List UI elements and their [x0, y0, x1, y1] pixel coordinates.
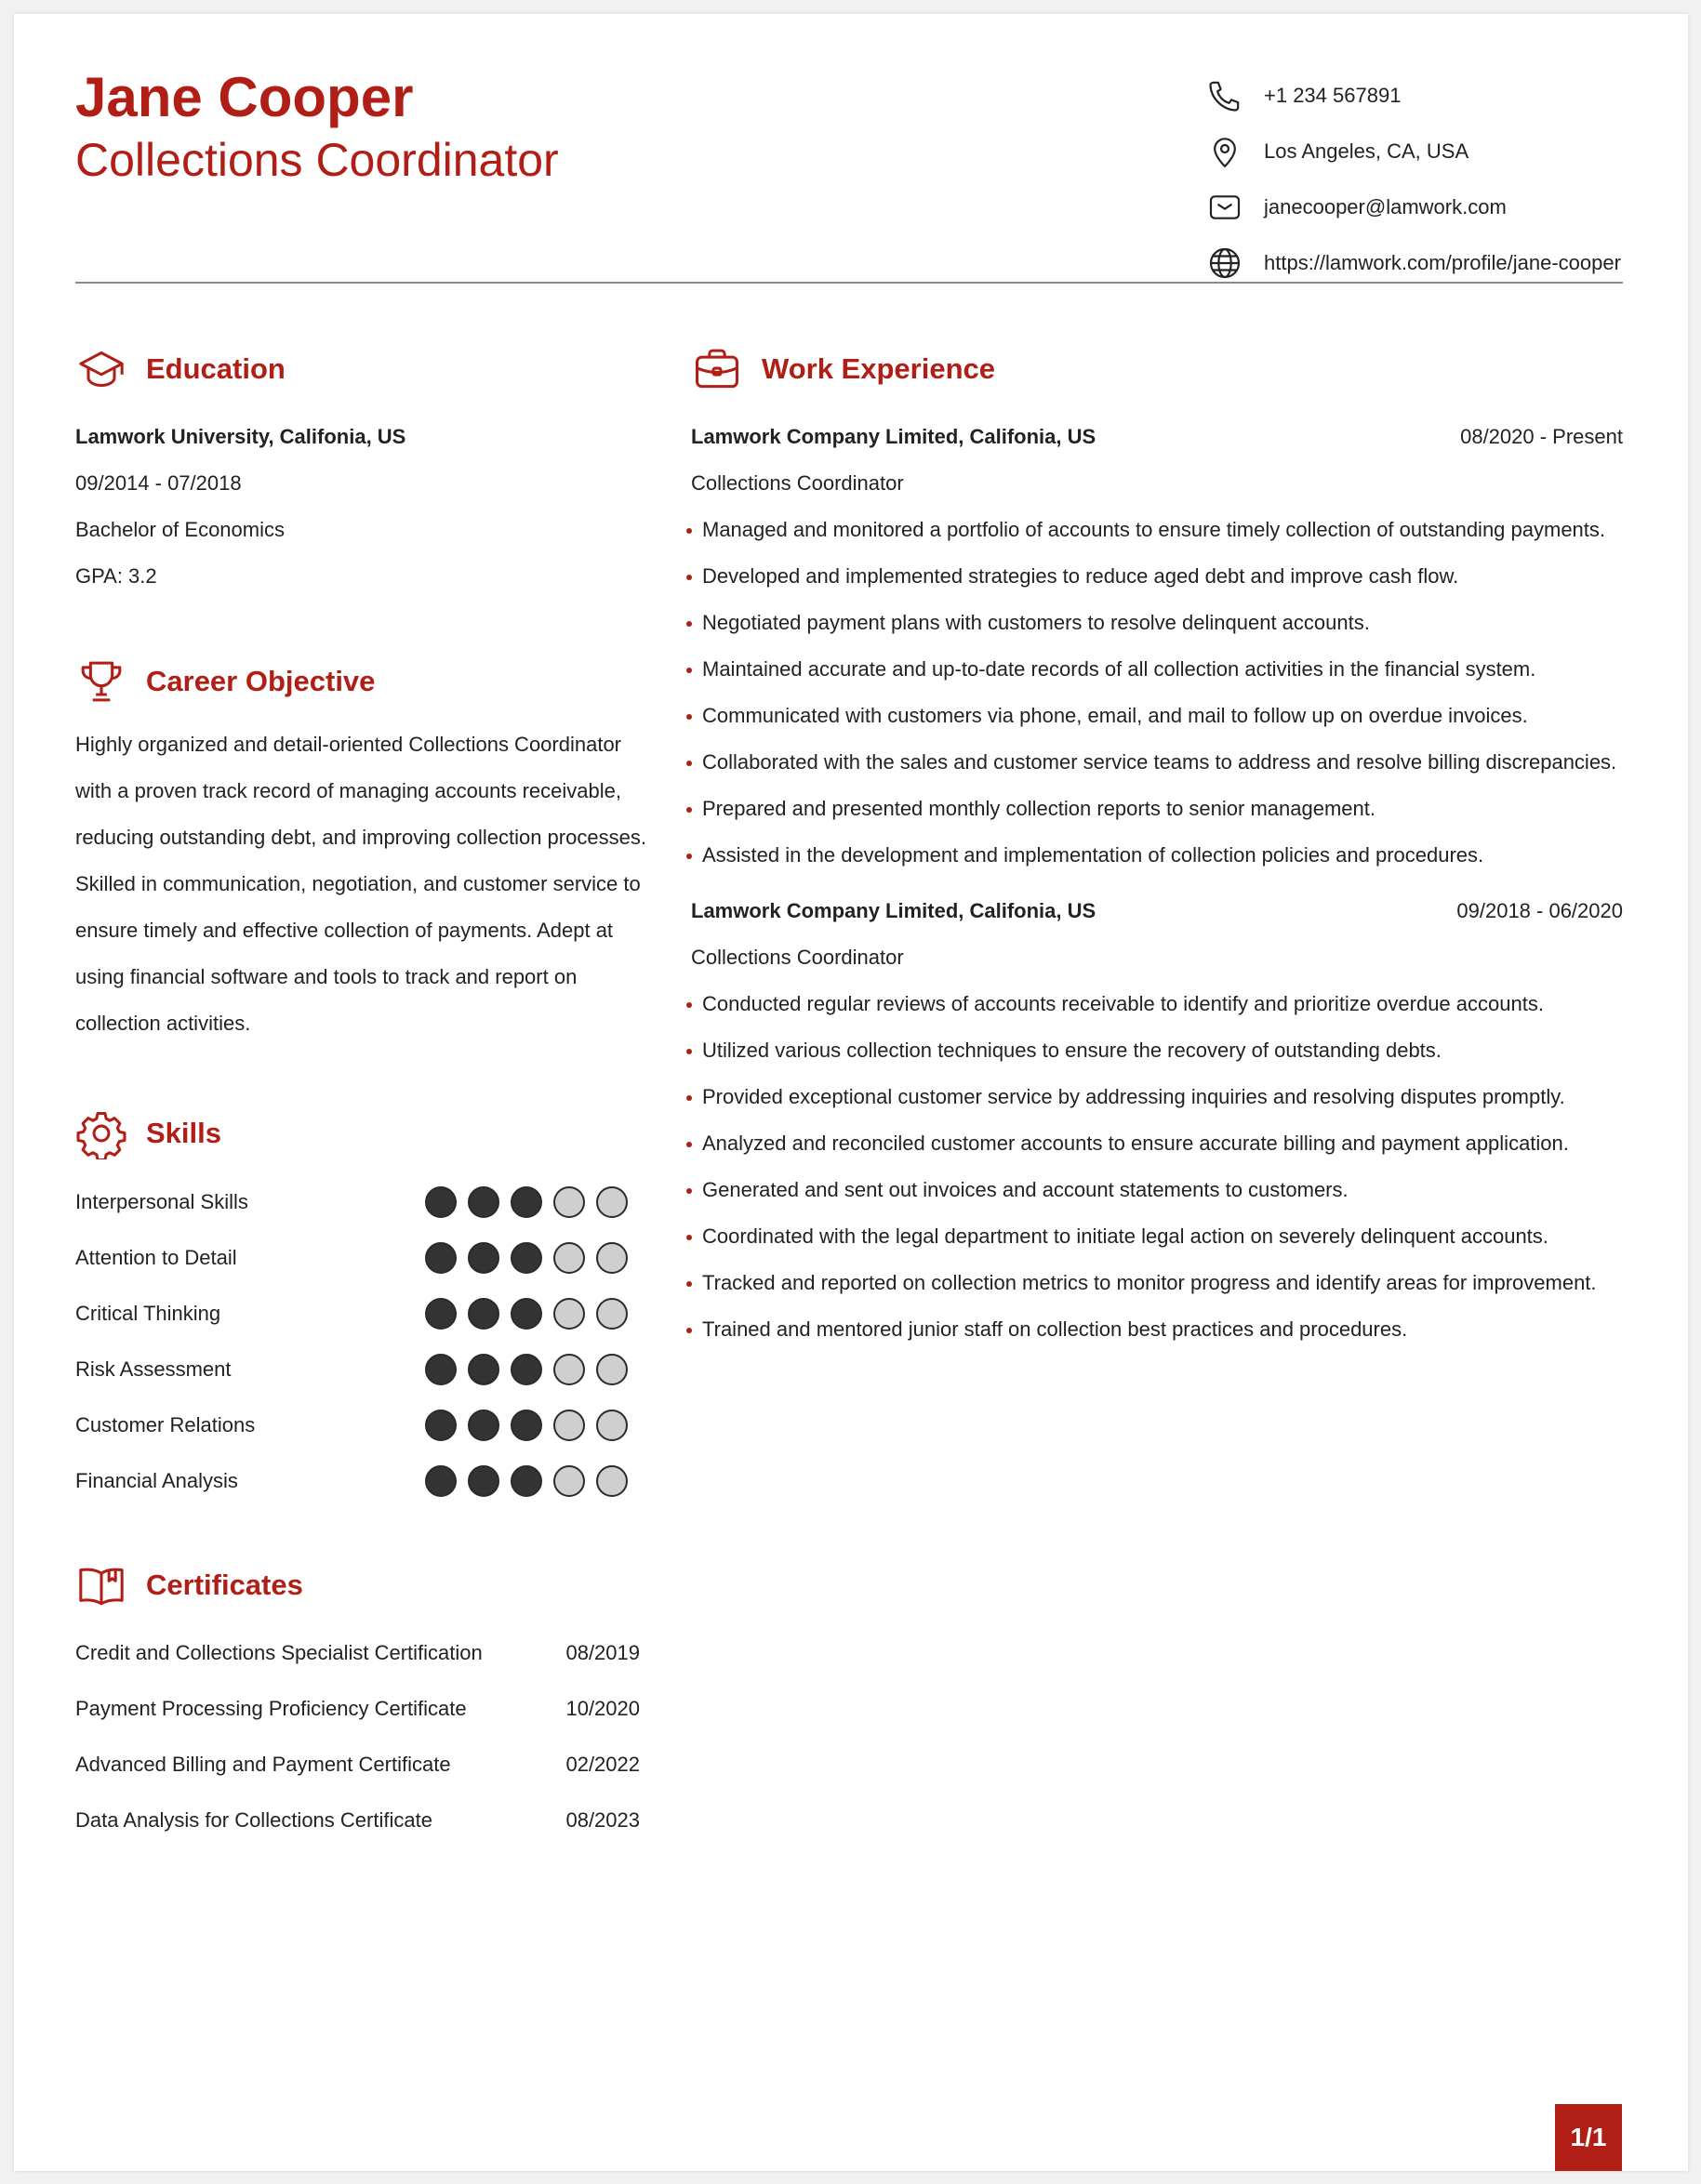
job-bullet: Maintained accurate and up-to-date records of all collection activities in the financial system.	[702, 655, 1535, 683]
email-text[interactable]: janecooper@lamwork.com	[1264, 195, 1507, 218]
location-text: Los Angeles, CA, USA	[1264, 139, 1469, 163]
job-bullet: Conducted regular reviews of accounts receivable to identify and prioritize overdue accounts.	[702, 990, 1544, 1018]
rating-dot-empty	[553, 1298, 585, 1330]
rating-dot-filled	[425, 1242, 457, 1274]
rating-dot-filled	[511, 1242, 542, 1274]
mail-icon	[1206, 189, 1243, 226]
education-degree: Bachelor of Economics	[75, 518, 285, 541]
job-role: Collections Coordinator	[691, 946, 904, 969]
phone-icon	[1206, 77, 1243, 114]
phone-text: +1 234 567891	[1264, 84, 1402, 107]
candidate-name: Jane Cooper	[75, 66, 414, 128]
certificate-date: 10/2020	[565, 1697, 640, 1720]
skill-name: Attention to Detail	[75, 1246, 237, 1269]
skill-rating	[425, 1354, 639, 1385]
rating-dot-empty	[553, 1242, 585, 1274]
rating-dot-empty	[596, 1242, 628, 1274]
skill-rating	[425, 1186, 639, 1218]
open-book-icon	[75, 1559, 127, 1611]
skill-rating	[425, 1465, 639, 1497]
job-bullet: Assisted in the development and implementation of collection policies and procedures.	[702, 841, 1483, 869]
rating-dot-filled	[425, 1465, 457, 1497]
education-heading-text: Education	[146, 352, 286, 385]
rating-dot-filled	[468, 1186, 499, 1218]
rating-dot-filled	[425, 1186, 457, 1218]
rating-dot-filled	[468, 1354, 499, 1385]
location-pin-icon	[1206, 133, 1243, 170]
trophy-icon	[75, 655, 127, 708]
certificate-name: Advanced Billing and Payment Certificate	[75, 1753, 451, 1776]
rating-dot-filled	[425, 1298, 457, 1330]
objective-heading	[75, 654, 375, 709]
certificate-date: 08/2023	[565, 1808, 640, 1832]
job-bullet: Negotiated payment plans with customers to resolve delinquent accounts.	[702, 609, 1370, 637]
certificate-date: 08/2019	[565, 1641, 640, 1664]
gear-icon	[75, 1107, 127, 1159]
candidate-title: Collections Coordinator	[75, 134, 559, 186]
work-heading-text: Work Experience	[762, 352, 995, 385]
job-dates: 09/2018 - 06/2020	[1456, 899, 1623, 922]
education-gpa: GPA: 3.2	[75, 564, 157, 588]
job-bullet: Trained and mentored junior staff on collection best practices and procedures.	[702, 1316, 1407, 1343]
job-bullet: Generated and sent out invoices and account statements to customers.	[702, 1176, 1349, 1204]
globe-icon	[1206, 245, 1243, 282]
job-bullet: Utilized various collection techniques to ensure the recovery of outstanding debts.	[702, 1037, 1442, 1065]
job-bullet: Developed and implemented strategies to reduce aged debt and improve cash flow.	[702, 563, 1458, 590]
job-company: Lamwork Company Limited, Califonia, US	[691, 899, 1096, 922]
contact-website	[1206, 245, 1621, 282]
skill-name: Interpersonal Skills	[75, 1190, 248, 1213]
rating-dot-filled	[511, 1465, 542, 1497]
rating-dot-filled	[511, 1410, 542, 1441]
job-bullet: Communicated with customers via phone, email, and mail to follow up on overdue invoices.	[702, 702, 1528, 730]
certificates-heading-text: Certificates	[146, 1569, 303, 1601]
rating-dot-empty	[596, 1410, 628, 1441]
job-bullet: Collaborated with the sales and customer service teams to address and resolve billing discrepancies.	[702, 748, 1616, 776]
job-bullet: Prepared and presented monthly collection reports to senior management.	[702, 795, 1375, 823]
certificates-heading	[75, 1557, 303, 1613]
skills-heading-text: Skills	[146, 1117, 221, 1149]
job-role: Collections Coordinator	[691, 471, 904, 495]
skill-rating	[425, 1242, 639, 1274]
contact-phone	[1206, 77, 1401, 114]
page-counter: 1/1	[1555, 2104, 1622, 2171]
objective-text: Highly organized and detail-oriented Collections Coordinator with a proven track record of managing accounts receivable, reducing outstanding debt, and improving collection processes. Skilled in communication, negotiation, and customer service to ensure timely and effective collection of payments. Adept at using financial software and tools to track and report on collection activities.	[75, 733, 646, 1035]
website-text[interactable]: https://lamwork.com/profile/jane-cooper	[1264, 251, 1621, 274]
rating-dot-filled	[468, 1298, 499, 1330]
rating-dot-filled	[468, 1410, 499, 1441]
skill-name: Critical Thinking	[75, 1302, 221, 1325]
rating-dot-empty	[553, 1410, 585, 1441]
certificate-date: 02/2022	[565, 1753, 640, 1776]
education-dates: 09/2014 - 07/2018	[75, 471, 242, 495]
certificate-name: Payment Processing Proficiency Certificate	[75, 1697, 467, 1720]
job-dates: 08/2020 - Present	[1460, 425, 1623, 448]
certificate-name: Credit and Collections Specialist Certification	[75, 1641, 483, 1664]
education-school: Lamwork University, Califonia, US	[75, 425, 406, 448]
skill-rating	[425, 1410, 639, 1441]
rating-dot-filled	[468, 1465, 499, 1497]
briefcase-icon	[691, 343, 743, 395]
objective-heading-text: Career Objective	[146, 665, 376, 697]
resume-page	[14, 14, 1688, 2171]
rating-dot-empty	[553, 1354, 585, 1385]
education-heading	[75, 341, 286, 397]
rating-dot-empty	[553, 1186, 585, 1218]
rating-dot-empty	[596, 1354, 628, 1385]
job-bullet: Tracked and reported on collection metrics to monitor progress and identify areas for improvement.	[702, 1269, 1597, 1297]
rating-dot-empty	[596, 1186, 628, 1218]
rating-dot-filled	[511, 1354, 542, 1385]
rating-dot-filled	[511, 1298, 542, 1330]
rating-dot-empty	[553, 1465, 585, 1497]
skills-heading	[75, 1105, 221, 1161]
rating-dot-empty	[596, 1465, 628, 1497]
job-bullet: Provided exceptional customer service by addressing inquiries and resolving disputes promptly.	[702, 1083, 1565, 1111]
job-bullet: Coordinated with the legal department to initiate legal action on severely delinquent accounts.	[702, 1223, 1548, 1251]
certificate-name: Data Analysis for Collections Certificate	[75, 1808, 432, 1832]
job-company: Lamwork Company Limited, Califonia, US	[691, 425, 1096, 448]
rating-dot-filled	[425, 1354, 457, 1385]
rating-dot-filled	[468, 1242, 499, 1274]
rating-dot-empty	[596, 1298, 628, 1330]
rating-dot-filled	[511, 1186, 542, 1218]
job-bullet: Analyzed and reconciled customer accounts to ensure accurate billing and payment application.	[702, 1130, 1569, 1158]
skill-name: Customer Relations	[75, 1413, 256, 1436]
graduation-cap-icon	[75, 343, 127, 395]
skill-name: Risk Assessment	[75, 1357, 232, 1381]
skill-rating	[425, 1298, 639, 1330]
rating-dot-filled	[425, 1410, 457, 1441]
contact-location	[1206, 133, 1468, 170]
header-divider	[75, 282, 1623, 284]
skill-name: Financial Analysis	[75, 1469, 238, 1492]
contact-email	[1206, 189, 1507, 226]
job-bullet: Managed and monitored a portfolio of accounts to ensure timely collection of outstanding payments.	[702, 516, 1605, 544]
work-heading	[691, 341, 995, 397]
